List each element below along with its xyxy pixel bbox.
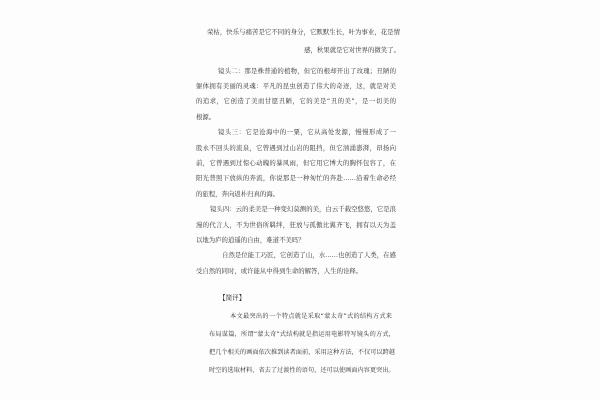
text-line: 漫的代言人，不为世俗所羁绊，狂放与孤傲比翼齐飞，拥有以天为盖 <box>196 220 396 229</box>
text-line: 根源。 <box>196 112 216 121</box>
text-line: 镜头二：那是株普通的植物，但它的根却开出了玫瑰；丑陋的 <box>218 66 396 75</box>
review-heading: 【简评】 <box>219 293 246 302</box>
text-line: 镜头三：它是沧海中的一粟，它从高处发源，慢慢形成了一 <box>218 128 396 137</box>
text-line: 把几个相关的画面依次推到读者面前，采用这种方法，不仅可以跨越 <box>209 348 395 356</box>
text-line: 镜头四：云的柔美是一种变幻莫测的美，白云千载空悠悠，它是浪 <box>210 205 396 214</box>
text-line: 以地为庐的逍遥的自由，难道不美吗？ <box>196 235 305 244</box>
text-line: 布局谋篇，所谓“蒙太奇”式结构就是指运用电影特写镜头的方式， <box>209 330 395 338</box>
text-line: 本文最突出的一个特点就是采取“蒙太奇”式的结构方式来 <box>230 312 392 320</box>
text-line: 感，秋果就是它对世界的微笑了。 <box>304 45 400 54</box>
text-line: 阳光普照下放纵的奔流，你说那是一种匆忙的奔赴……沿着生命必经 <box>196 174 396 183</box>
text-line: 前，它曾遇到过惊心动魄的暴风雨，但它用它博大的胸怀包容了，在 <box>196 158 396 167</box>
text-line: 自然是位能工巧匠，它创造了山，水……也创造了人类，在感 <box>222 251 396 260</box>
text-line: 躯体拥有美丽的灵魂：平凡的昆虫创造了伟大的奇迹，这，就是对美 <box>196 81 396 90</box>
text-line: 受自然的同时，或许能从中得到生命的解答，人生的诠释。 <box>196 266 363 275</box>
text-line: 荣枯，快乐与痛苦是它不同的身分，它默默生长，叶为事业，花是情 <box>207 27 400 36</box>
text-line: 的旅程，奔向返朴归真的海。 <box>196 189 280 198</box>
text-line: 的追求，它创造了美而甘愿丑陋，它的美是“丑的美”，是一切美的 <box>196 97 396 106</box>
text-line: 股永不回头的流泉，它曾遇到过山岩的阻挡，但它汹涌澎湃，昂扬向 <box>196 143 396 152</box>
text-line: 时空的选取材料，省去了过渡性的语句，还可以使画面内容更突出。 <box>209 366 395 374</box>
